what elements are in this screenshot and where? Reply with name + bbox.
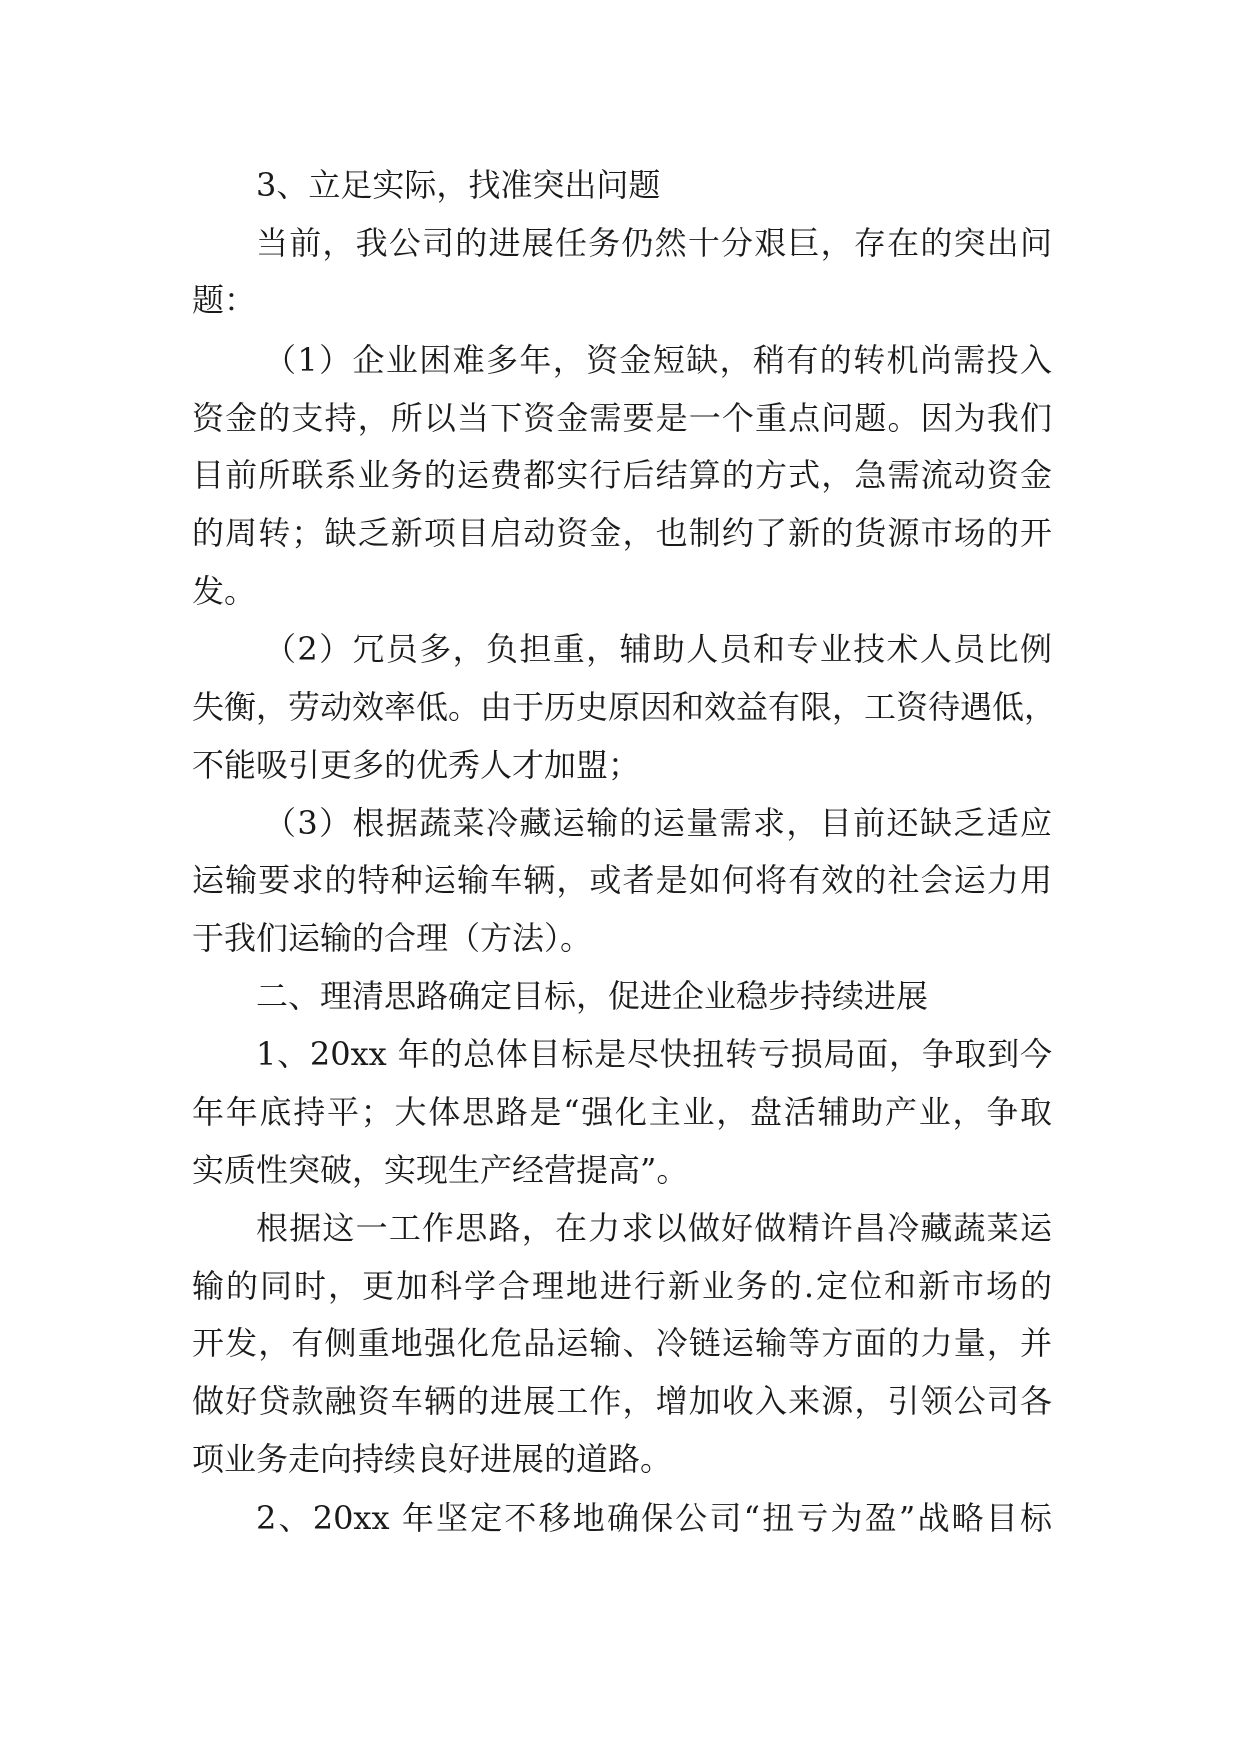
paragraph-line: 当前，我公司的进展任务仍然十分艰巨，存在的突出问 bbox=[256, 224, 1052, 262]
paragraph-line: 年年底持平；大体思路是“强化主业，盘活辅助产业，争取 bbox=[192, 1093, 1052, 1131]
paragraph-line: 目前所联系业务的运费都实行后结算的方式，急需流动资金 bbox=[192, 456, 1052, 494]
paragraph-line: 做好贷款融资车辆的进展工作，增加收入来源，引领公司各 bbox=[192, 1382, 1052, 1420]
paragraph-line: 实质性突破，实现生产经营提高”。 bbox=[192, 1151, 689, 1189]
paragraph-line: 不能吸引更多的优秀人才加盟； bbox=[192, 746, 641, 784]
paragraph-line: 资金的支持，所以当下资金需要是一个重点问题。因为我们 bbox=[192, 399, 1052, 437]
list-item-line: （3）根据蔬菜冷藏运输的运量需求，目前还缺乏适应 bbox=[264, 804, 1052, 842]
paragraph-line: 1、20xx 年的总体目标是尽快扭转亏损局面，争取到今 bbox=[256, 1035, 1052, 1073]
list-item-line: （2）冗员多，负担重，辅助人员和专业技术人员比例 bbox=[264, 630, 1052, 668]
paragraph-line: 根据这一工作思路，在力求以做好做精许昌冷藏蔬菜运 bbox=[256, 1209, 1052, 1247]
section-heading: 二、理清思路确定目标，促进企业稳步持续进展 bbox=[256, 977, 929, 1015]
paragraph-line: 发。 bbox=[192, 572, 257, 610]
paragraph-line: 于我们运输的合理（方法）。 bbox=[192, 919, 593, 957]
paragraph-line: 运输要求的特种运输车辆，或者是如何将有效的社会运力用 bbox=[192, 861, 1052, 899]
paragraph-line: 开发，有侧重地强化危品运输、冷链运输等方面的力量，并 bbox=[192, 1324, 1052, 1362]
paragraph-line: 项业务走向持续良好进展的道路。 bbox=[192, 1440, 673, 1478]
paragraph-line: 2、20xx 年坚定不移地确保公司“扭亏为盈”战略目标 bbox=[256, 1499, 1052, 1537]
paragraph-line: 输的同时，更加科学合理地进行新业务的.定位和新市场的 bbox=[192, 1267, 1052, 1305]
paragraph-line: 题： bbox=[192, 281, 257, 319]
paragraph-line: 失衡，劳动效率低。由于历史原因和效益有限，工资待遇低， bbox=[192, 688, 1057, 726]
section-heading: 3、立足实际，找准突出问题 bbox=[256, 166, 661, 204]
list-item-line: （1）企业困难多年，资金短缺，稍有的转机尚需投入 bbox=[264, 341, 1052, 379]
paragraph-line: 的周转；缺乏新项目启动资金，也制约了新的货源市场的开 bbox=[192, 514, 1052, 552]
